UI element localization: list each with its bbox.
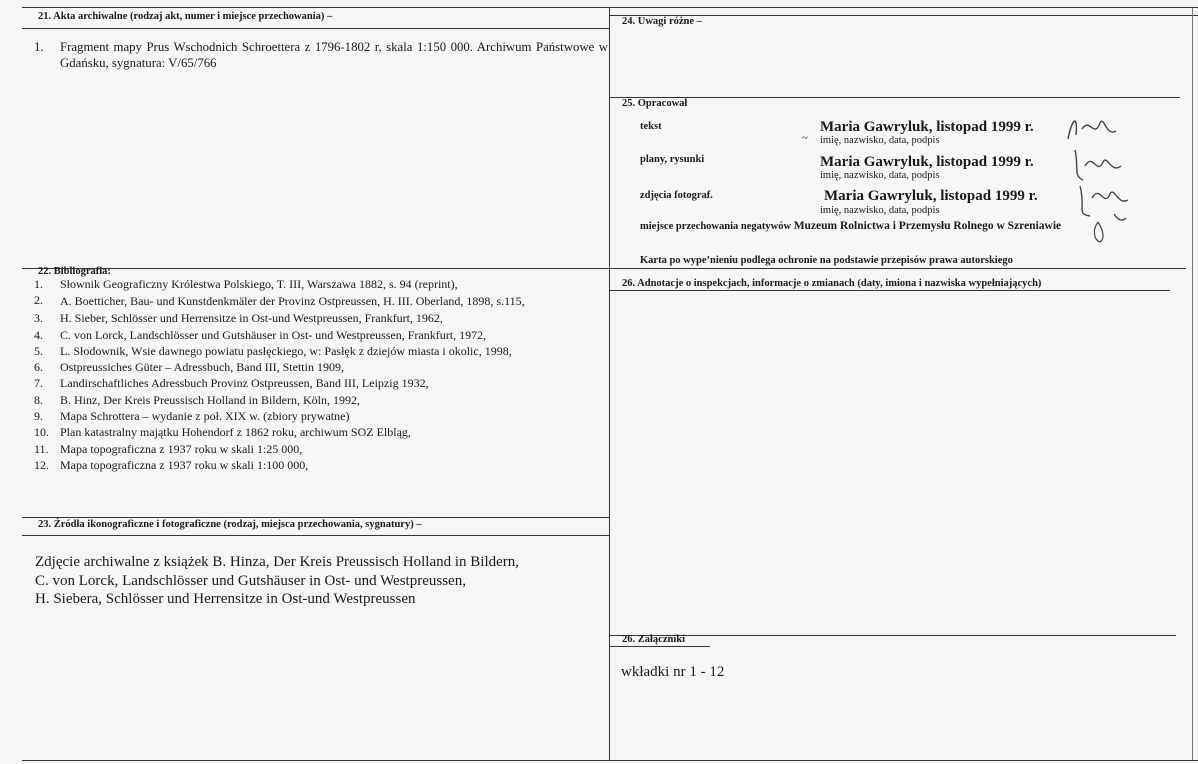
s23-text: Zdjęcie archiwalne z książek B. Hinza, Der Kreis Preussisch Holland in Bildern, C. von Lorck, Landschlösser und Gutshäuser in Ost- und Westpreussen, H. Siebera, Schlösser und Herrensitze in Ost-und Westpreussen <box>35 554 520 607</box>
signature-icon <box>1090 220 1110 244</box>
list-item: 6. Ostpreussiches Güter – Adressbuch, Band III, Stettin 1909, <box>34 360 344 375</box>
s23-top-rule <box>22 517 610 518</box>
list-item: 7. Landirschaftliches Adressbuch Provinz Ostpreussen, Band III, Leipzig 1932, <box>34 376 429 391</box>
field-caption: imię, nazwisko, data, podpis <box>820 135 940 146</box>
s21-heading: 21. Akta archiwalne (rodzaj akt, numer i miejsce przechowania) – <box>38 11 333 22</box>
row-label: tekst <box>640 121 662 132</box>
s26b-top-rule <box>610 635 1176 636</box>
s22-list <box>34 278 608 471</box>
s26b-underline <box>610 646 710 647</box>
list-item: 9. Mapa Schrottera – wydanie z poł. XIX w. (zbiory prywatne) <box>34 409 350 424</box>
s26b-text: wkładki nr 1 - 12 <box>621 664 725 680</box>
tilde-mark: ~ <box>802 133 808 144</box>
center-divider <box>609 8 610 760</box>
author-name: Maria Gawryluk, listopad 1999 r. <box>824 188 1038 204</box>
s25-top-rule <box>610 97 1180 98</box>
list-item: 10. Plan katastralny majątku Hohendorf z 1862 roku, archiwum SOZ Elbląg, <box>34 425 411 440</box>
list-item: 12. Mapa topograficzna z 1937 roku w skali 1:100 000, <box>34 457 309 472</box>
list-item: 1. Słownik Geograficzny Królestwa Polskiego, T. III, Warszawa 1882, s. 94 (reprint), <box>34 277 458 291</box>
s25-heading: 25. Opracował <box>622 98 688 109</box>
s23-underline <box>22 535 610 536</box>
field-caption: imię, nazwisko, data, podpis <box>820 205 940 216</box>
signature-icon <box>1070 178 1130 222</box>
field-caption: imię, nazwisko, data, podpis <box>820 170 940 181</box>
row-label: plany, rysunki <box>640 154 705 165</box>
list-item: 1. Fragment mapy Prus Wschodnich Schroettera z 1796-1802 r, skala 1:150 000. Archiwum Państwowe w Gdańsku, sygnatura: V/65/766 <box>34 40 608 70</box>
top-rule <box>22 7 1198 8</box>
list-item: 11. Mapa topograficzna z 1937 roku w skali 1:25 000, <box>34 441 303 456</box>
list-item: 2. A. Boetticher, Bau- und Kunstdenkmäler der Provinz Ostpreussen, H. III. Oberland, 1898, s.115, <box>34 293 525 309</box>
s25-row-photos <box>640 188 1190 222</box>
author-name: Maria Gawryluk, listopad 1999 r. <box>820 154 1034 170</box>
copyright-note: Karta po wypeʼnieniu podlega ochronie na podstawie przepisów prawa autorskiego <box>640 255 1013 266</box>
s26a-underline <box>610 290 1170 291</box>
list-item: 5. L. Słodownik, Wsie dawnego powiatu pasłęckiego, w: Pasłęk z dziejów miasta i okolic, 1998, <box>34 343 512 358</box>
list-item: 4. C. von Lorck, Landschlösser und Gutshäuser in Ost- und Westpreussen, Frankfurt, 1972, <box>34 327 487 342</box>
s21-list <box>34 40 608 71</box>
s26a-heading: 26. Adnotacje o inspekcjach, informacje o zmianach (daty, imiona i nazwiska wypełniających) <box>622 278 1042 289</box>
row-label: zdjęcia fotograf. <box>640 190 713 201</box>
s21-underline <box>22 28 610 29</box>
author-name: Maria Gawryluk, listopad 1999 r. <box>820 119 1034 135</box>
s26b-heading: 26. Załączniki <box>622 634 686 645</box>
s23-heading: 23. Źródła ikonograficzne i fotograficzne (rodzaj, miejsca przechowania, sygnatury) – <box>38 519 422 530</box>
negatives-location: miejsce przechowania negatywów Muzeum Rolnictwa i Przemysłu Rolnego w Szreniawie <box>640 220 1062 232</box>
s24-heading: 24. Uwagi różne – <box>622 16 702 27</box>
list-item: 3. H. Sieber, Schlösser und Herrensitze in Ost-und Westpreussen, Frankfurt, 1962, <box>34 311 443 326</box>
signature-icon <box>1060 109 1120 143</box>
bottom-rule <box>22 760 1198 761</box>
s22-top-rule <box>22 268 1186 269</box>
list-item: 8. B. Hinz, Der Kreis Preussisch Holland in Bildern, Köln, 1992, <box>34 392 360 407</box>
s22-heading: 22. Bibliografia: <box>38 266 111 277</box>
right-edge <box>1192 8 1193 760</box>
